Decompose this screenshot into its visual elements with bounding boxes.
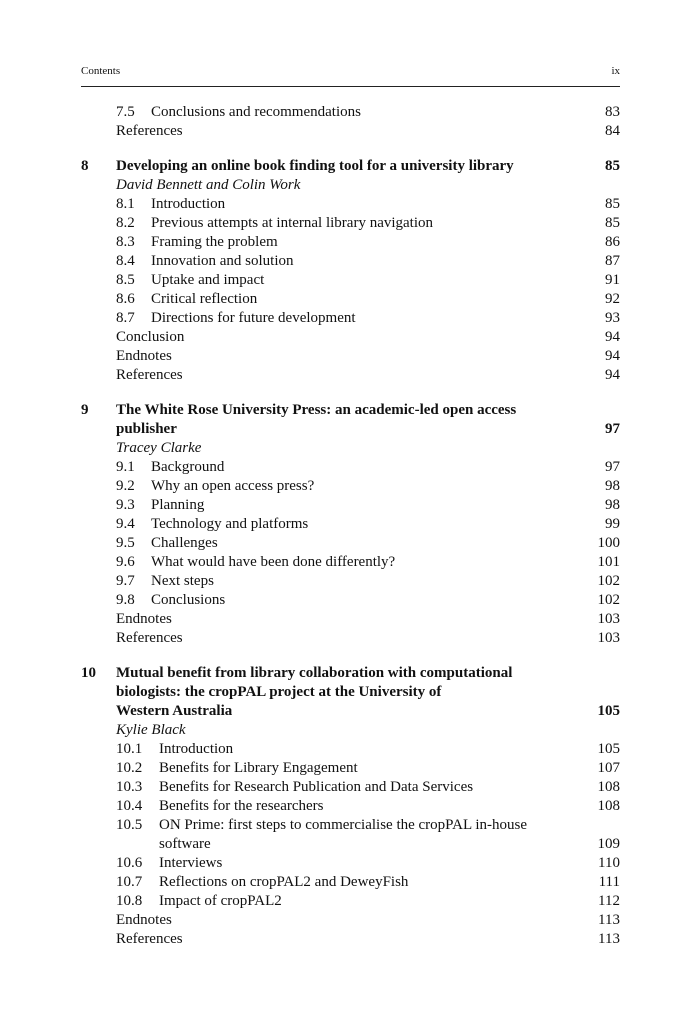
chapter-heading[interactable] <box>81 157 620 176</box>
page-number: 84 <box>605 123 620 139</box>
page-number: 86 <box>605 234 620 250</box>
section-number: 8.5 <box>116 272 135 288</box>
section-number: 8.4 <box>116 253 135 269</box>
toc-entry[interactable] <box>81 572 620 591</box>
toc-entry[interactable] <box>81 195 620 214</box>
chapter-page-number: 105 <box>597 703 620 719</box>
section-title: Framing the problem <box>151 234 278 250</box>
chapter-author: Kylie Black <box>116 722 186 738</box>
chapter-heading-continued[interactable] <box>81 683 620 702</box>
chapter-heading[interactable] <box>81 664 620 683</box>
section-number: 10.4 <box>116 798 143 814</box>
chapter-spacer <box>81 141 620 157</box>
page-number: 110 <box>598 855 620 871</box>
section-title: Interviews <box>159 855 223 871</box>
chapter-title: publisher <box>116 421 177 437</box>
section-number: 10.1 <box>116 741 143 757</box>
page-number: 97 <box>605 459 620 475</box>
chapter-number: 8 <box>81 158 89 174</box>
section-title: Why an open access press? <box>151 478 315 494</box>
section-number: 8.3 <box>116 234 135 250</box>
section-number: 7.5 <box>116 104 135 120</box>
section-title: References <box>116 123 183 139</box>
toc-entry[interactable] <box>81 816 620 835</box>
page-number: 94 <box>605 329 620 345</box>
section-number: 10.8 <box>116 893 143 909</box>
section-title: References <box>116 931 183 947</box>
section-title: Benefits for the researchers <box>159 798 324 814</box>
page-number: 99 <box>605 516 620 532</box>
toc-entry[interactable] <box>81 122 620 141</box>
chapter-title: The White Rose University Press: an academic-led open access <box>116 402 517 418</box>
header-rule <box>81 86 620 87</box>
chapter-author-row <box>81 721 620 740</box>
chapter-number: 9 <box>81 402 89 418</box>
header-page-number: ix <box>611 65 620 77</box>
chapter-title: Western Australia <box>116 703 233 719</box>
chapter-author-row <box>81 176 620 195</box>
table-of-contents <box>81 103 620 949</box>
section-title: Critical reflection <box>151 291 258 307</box>
section-title: Benefits for Library Engagement <box>159 760 358 776</box>
section-title: Previous attempts at internal library navigation <box>151 215 434 231</box>
section-number: 10.5 <box>116 817 143 833</box>
page-number: 108 <box>597 798 620 814</box>
toc-entry[interactable] <box>81 629 620 648</box>
section-number: 8.7 <box>116 310 135 326</box>
section-title: Conclusions <box>151 592 226 608</box>
toc-entry[interactable] <box>81 892 620 911</box>
toc-entry[interactable] <box>81 347 620 366</box>
chapter-number: 10 <box>81 665 96 681</box>
section-title: Conclusion <box>116 329 185 345</box>
section-title: Endnotes <box>116 611 172 627</box>
page-number: 111 <box>598 874 620 890</box>
page-number: 113 <box>598 912 620 928</box>
chapter-title: biologists: the cropPAL project at the University of <box>116 684 442 700</box>
toc-entry[interactable] <box>81 252 620 271</box>
chapter-author: Tracey Clarke <box>116 440 202 456</box>
page-number: 113 <box>598 931 620 947</box>
page-number: 103 <box>597 611 620 627</box>
chapter-page-number: 85 <box>605 158 620 174</box>
section-title-continued: software <box>159 836 211 852</box>
page-number: 98 <box>605 497 620 513</box>
toc-entry[interactable] <box>81 553 620 572</box>
section-title: Innovation and solution <box>151 253 294 269</box>
chapter-author-row <box>81 439 620 458</box>
section-title: Planning <box>151 497 205 513</box>
section-title: Next steps <box>151 573 214 589</box>
page-number: 93 <box>605 310 620 326</box>
section-number: 8.6 <box>116 291 135 307</box>
section-title: Background <box>151 459 225 475</box>
toc-entry[interactable] <box>81 309 620 328</box>
page-number: 109 <box>597 836 620 852</box>
toc-entry[interactable] <box>81 610 620 629</box>
toc-entry[interactable] <box>81 458 620 477</box>
toc-entry[interactable] <box>81 591 620 610</box>
toc-entry[interactable] <box>81 103 620 122</box>
chapter-spacer <box>81 385 620 401</box>
page-number: 103 <box>597 630 620 646</box>
section-title: References <box>116 367 183 383</box>
page-number: 105 <box>597 741 620 757</box>
header-section-title: Contents <box>81 65 121 77</box>
section-number: 9.6 <box>116 554 135 570</box>
page-number: 83 <box>605 104 620 120</box>
toc-entry[interactable] <box>81 854 620 873</box>
page-number: 108 <box>597 779 620 795</box>
section-number: 10.6 <box>116 855 143 871</box>
section-title: Reflections on cropPAL2 and DeweyFish <box>159 874 409 890</box>
toc-entry[interactable] <box>81 233 620 252</box>
page-number: 85 <box>605 196 620 212</box>
page-number: 112 <box>598 893 620 909</box>
chapter-title: Developing an online book finding tool for a university library <box>116 158 514 174</box>
section-number: 9.3 <box>116 497 135 513</box>
section-title: Uptake and impact <box>151 272 265 288</box>
chapter-heading[interactable] <box>81 401 620 420</box>
section-number: 10.7 <box>116 874 143 890</box>
section-number: 10.3 <box>116 779 143 795</box>
page-number: 102 <box>597 592 620 608</box>
section-title: ON Prime: first steps to commercialise the cropPAL in-house <box>159 817 527 833</box>
section-number: 9.5 <box>116 535 135 551</box>
page-number: 94 <box>605 348 620 364</box>
toc-entry[interactable] <box>81 366 620 385</box>
toc-entry[interactable] <box>81 534 620 553</box>
chapter-title: Mutual benefit from library collaboration with computational <box>116 665 513 681</box>
toc-entry[interactable] <box>81 930 620 949</box>
toc-entry[interactable] <box>81 759 620 778</box>
page-number: 98 <box>605 478 620 494</box>
page-number: 100 <box>597 535 620 551</box>
toc-entry[interactable] <box>81 873 620 892</box>
toc-entry-continuation <box>81 835 620 854</box>
toc-entry[interactable] <box>81 911 620 930</box>
chapter-page-number: 97 <box>605 421 620 437</box>
page-number: 91 <box>605 272 620 288</box>
section-number: 9.4 <box>116 516 135 532</box>
page-number: 92 <box>605 291 620 307</box>
page-number: 94 <box>605 367 620 383</box>
section-title: Technology and platforms <box>151 516 309 532</box>
page-number: 85 <box>605 215 620 231</box>
section-title: Endnotes <box>116 348 172 364</box>
toc-entry[interactable] <box>81 271 620 290</box>
section-title: Challenges <box>151 535 218 551</box>
toc-entry[interactable] <box>81 740 620 759</box>
chapter-author: David Bennett and Colin Work <box>116 177 301 193</box>
section-number: 9.2 <box>116 478 135 494</box>
toc-entry[interactable] <box>81 515 620 534</box>
toc-entry[interactable] <box>81 797 620 816</box>
section-number: 8.1 <box>116 196 135 212</box>
page-number: 102 <box>597 573 620 589</box>
page-number: 101 <box>597 554 620 570</box>
section-title: Impact of cropPAL2 <box>159 893 282 909</box>
section-title: What would have been done differently? <box>151 554 396 570</box>
section-title: Introduction <box>151 196 226 212</box>
section-number: 8.2 <box>116 215 135 231</box>
toc-entry[interactable] <box>81 290 620 309</box>
toc-entry[interactable] <box>81 214 620 233</box>
chapter-heading-continued[interactable] <box>81 702 620 721</box>
section-number: 9.7 <box>116 573 135 589</box>
page-number: 107 <box>597 760 620 776</box>
section-title: Directions for future development <box>151 310 356 326</box>
page-number: 87 <box>605 253 620 269</box>
section-number: 9.1 <box>116 459 135 475</box>
toc-entry[interactable] <box>81 328 620 347</box>
section-title: Introduction <box>159 741 234 757</box>
section-number: 10.2 <box>116 760 143 776</box>
section-title: Conclusions and recommendations <box>151 104 361 120</box>
toc-entry[interactable] <box>81 477 620 496</box>
chapter-spacer <box>81 648 620 664</box>
section-title: References <box>116 630 183 646</box>
toc-entry[interactable] <box>81 778 620 797</box>
toc-entry[interactable] <box>81 496 620 515</box>
section-number: 9.8 <box>116 592 135 608</box>
section-title: Endnotes <box>116 912 172 928</box>
section-title: Benefits for Research Publication and Data Services <box>159 779 474 795</box>
chapter-heading-continued[interactable] <box>81 420 620 439</box>
